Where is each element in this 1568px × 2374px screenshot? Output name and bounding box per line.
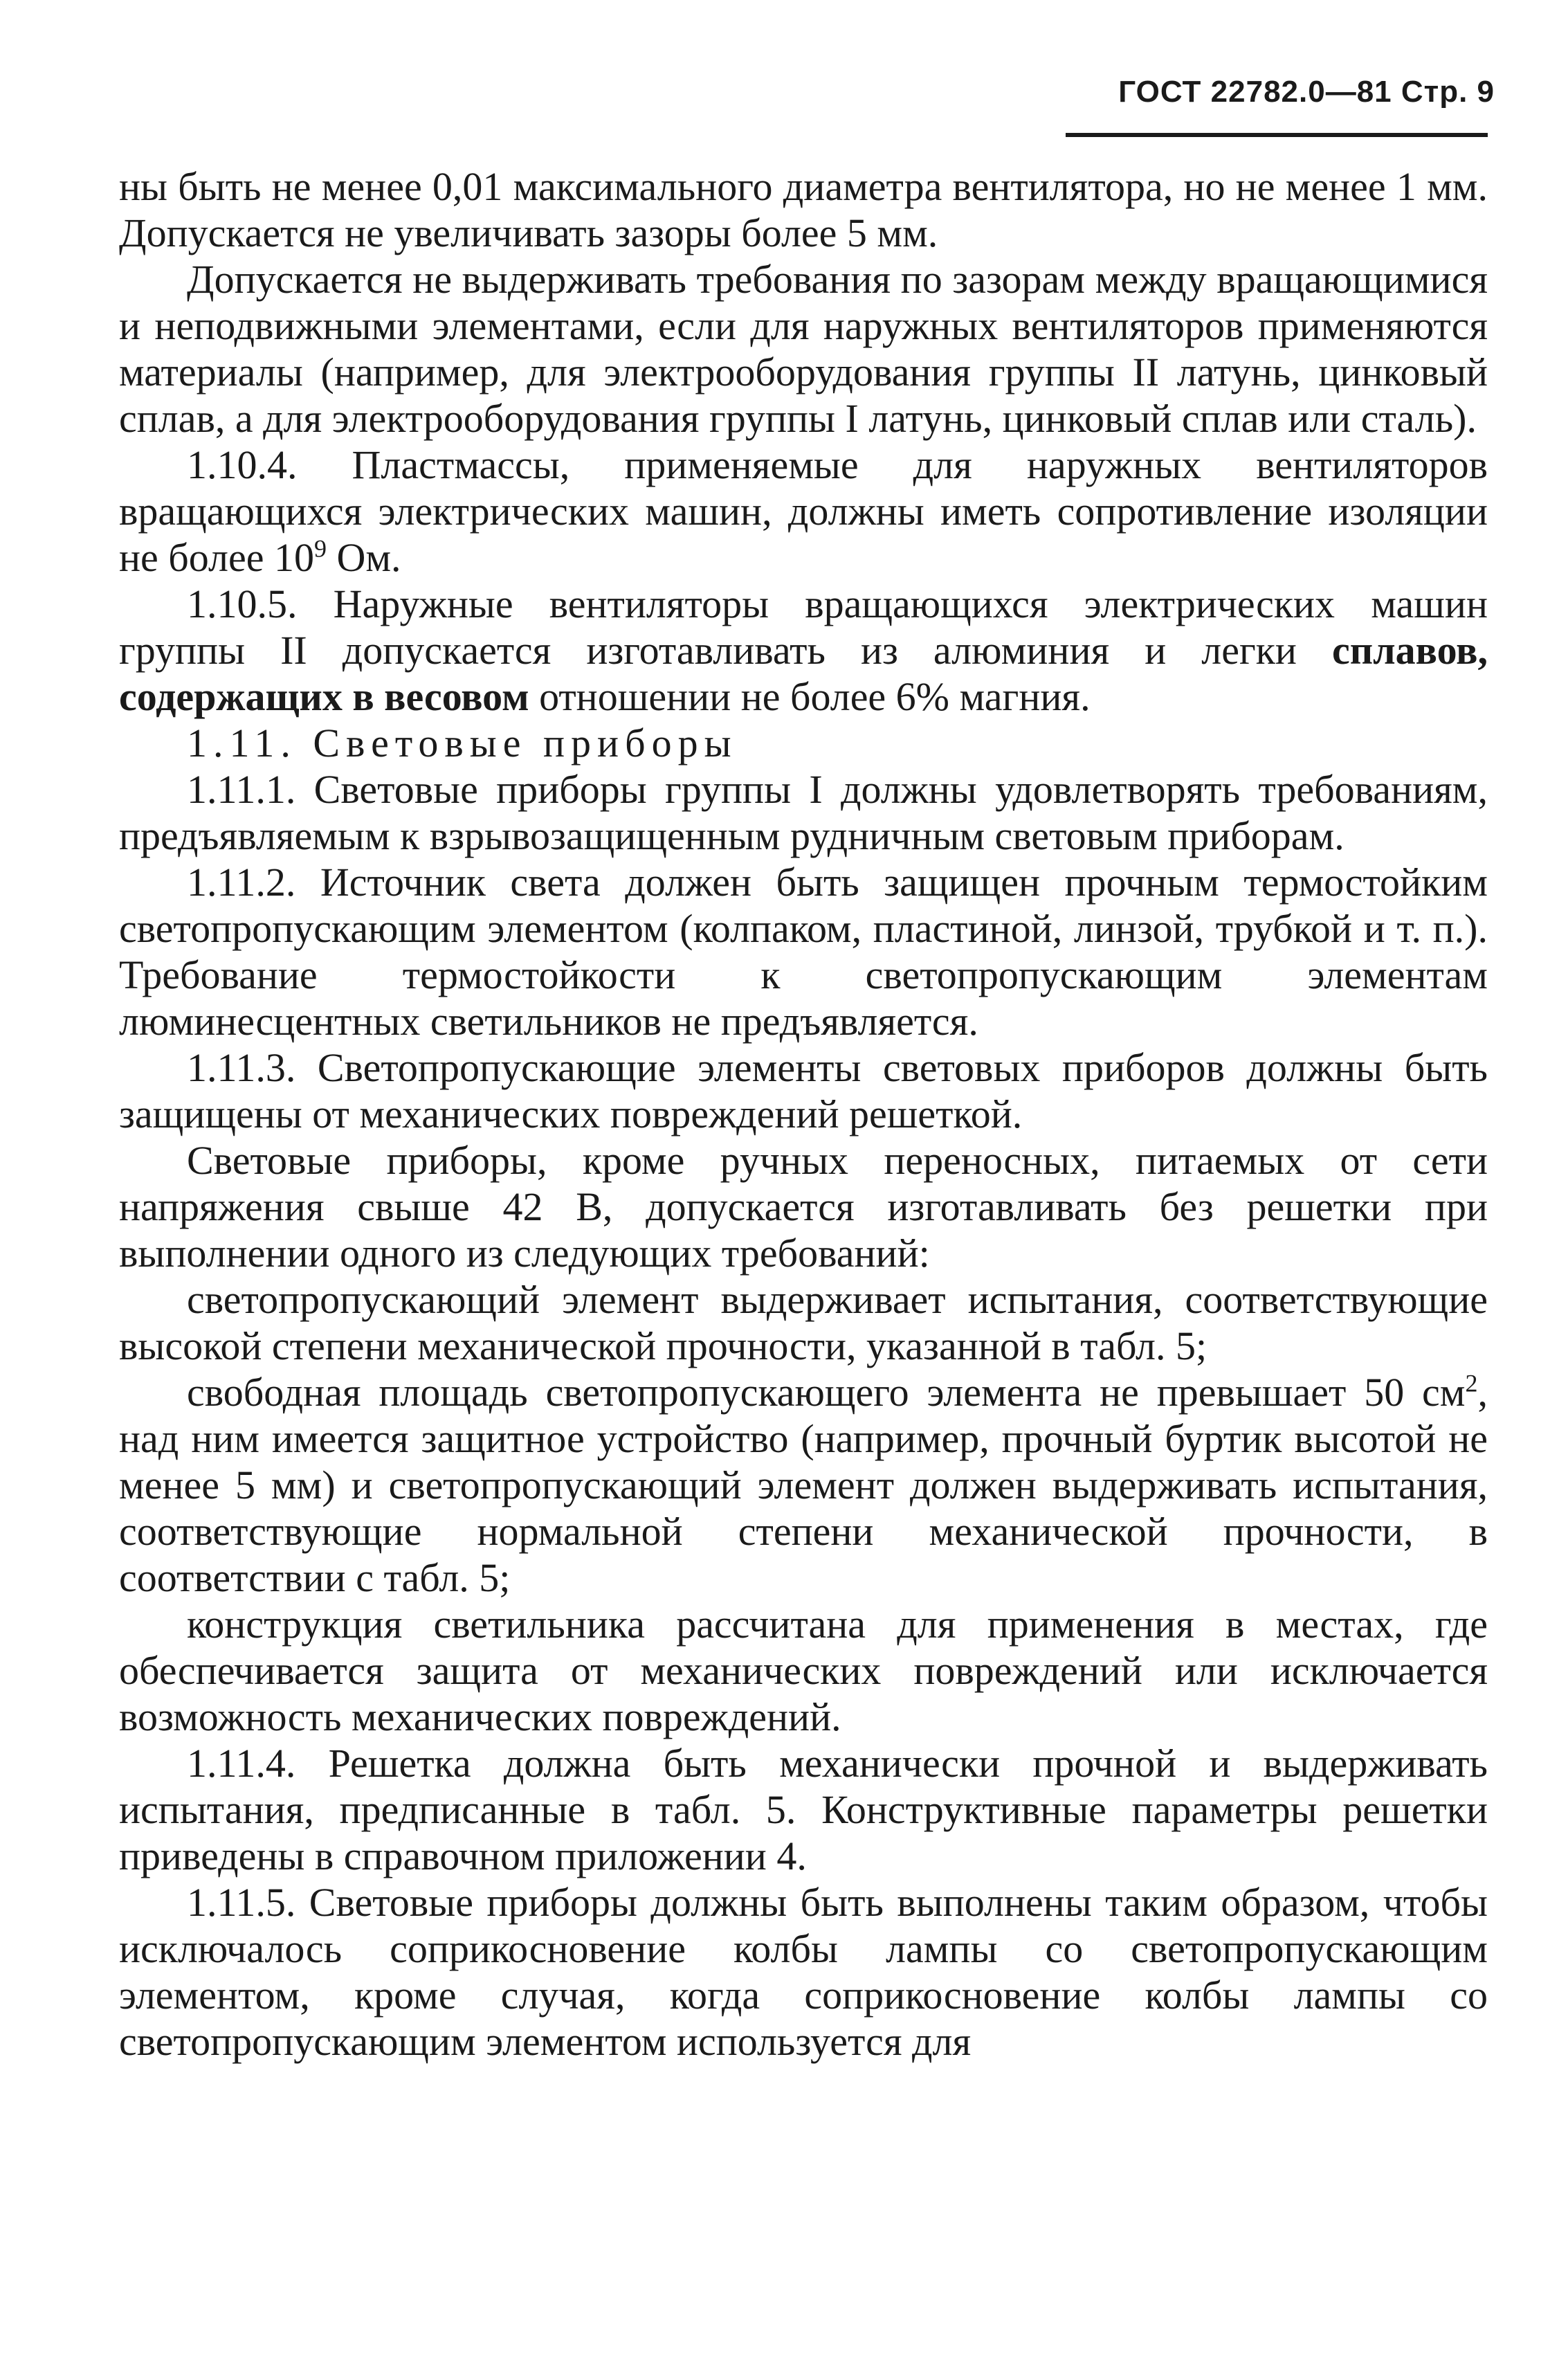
clause-1-10-5	[119, 581, 1488, 720]
clause-1-11-1: 1.11.1. Световые приборы группы I должны удовлетворять требованиям, предъявляемым к взрывозащищенным рудничным световым приборам.	[119, 767, 1488, 858]
clause-1-11-5: 1.11.5. Световые приборы должны быть выполнены таким образом, чтобы исключалось соприкосновение колбы лампы со светопропускающим элементом, кроме случая, когда соприкосновение колбы лампы со светопропускающим элементом используется для	[119, 1880, 1488, 2064]
paragraph-continuation: ны быть не менее 0,01 максимального диаметра вентилятора, но не менее 1 мм. Допускается не увеличивать зазоры более 5 мм.	[119, 164, 1488, 255]
paragraph-gap-exception: Допускается не выдерживать требования по зазорам между вращающимися и неподвижными элементами, если для наружных вентиляторов применяются материалы (например, для электрооборудования группы II латунь, цинковый сплав, а для электрооборудования группы I латунь, цинковый сплав или сталь).	[119, 257, 1488, 441]
clause-1-11-2: 1.11.2. Источник света должен быть защищен прочным термостойким светопропускающим элементом (колпаком, пластиной, линзой, трубкой и т. п.). Требование термостойкости к светопропускающим элементам люминесцентных светильников не предъявляется.	[119, 860, 1488, 1044]
condition-protected-location: конструкция светильника рассчитана для применения в местах, где обеспечивается защита от механических повреждений или исключается возможность механических повреждений.	[119, 1602, 1488, 1739]
running-header: ГОСТ 22782.0—81 Стр. 9	[1118, 75, 1495, 109]
clause-1-10-4-text: 1.10.4. Пластмассы, применяемые для наружных вентиляторов вращающихся электрических машин, должны иметь сопротивление изоляции не более 10	[119, 442, 1488, 580]
body-text	[119, 163, 1488, 2065]
clause-1-11-3: 1.11.3. Светопропускающие элементы световых приборов должны быть защищены от механических повреждений решеткой.	[119, 1045, 1488, 1136]
clause-1-10-5-text: 1.10.5. Наружные вентиляторы вращающихся электрических машин группы II допускается изготавливать из алюминия и легки	[119, 581, 1488, 673]
section-heading-1-11: 1.11. Световые приборы	[187, 721, 738, 765]
clause-1-11-4: 1.11.4. Решетка должна быть механически прочной и выдерживать испытания, предписанные в табл. 5. Конструктивные параметры решетки приведены в справочном приложении 4.	[119, 1741, 1488, 1878]
condition-free-area	[119, 1369, 1488, 1601]
condition-free-area-exponent: 2	[1465, 1369, 1478, 1397]
paragraph-no-grid-conditions: Световые приборы, кроме ручных переносных, питаемых от сети напряжения свыше 42 В, допускается изготавливать без решетки при выполнении одного из следующих требований:	[119, 1138, 1488, 1276]
clause-1-10-4-exponent: 9	[313, 534, 327, 563]
clause-1-10-4-unit: Ом.	[326, 535, 401, 580]
clause-1-10-5-bold-run: сплавов, содержащих в весовом	[119, 628, 1488, 719]
condition-free-area-tail: , над ним имеется защитное устройство (например, прочный буртик высотой не менее 5 мм) и светопропускающий элемент должен выдерживать испытания, соответствующие нормальной степени механической прочности, в соответствии с табл. 5;	[119, 1370, 1488, 1600]
clause-1-10-5-tail: отношении не более 6% магния.	[529, 674, 1091, 719]
condition-free-area-text: свободная площадь светопропускающего элемента не превышает 50 см	[187, 1370, 1466, 1415]
condition-high-strength: светопропускающий элемент выдерживает испытания, соответствующие высокой степени механической прочности, указанной в табл. 5;	[119, 1277, 1488, 1368]
clause-1-10-4	[119, 442, 1488, 581]
header-rule	[1066, 133, 1488, 137]
